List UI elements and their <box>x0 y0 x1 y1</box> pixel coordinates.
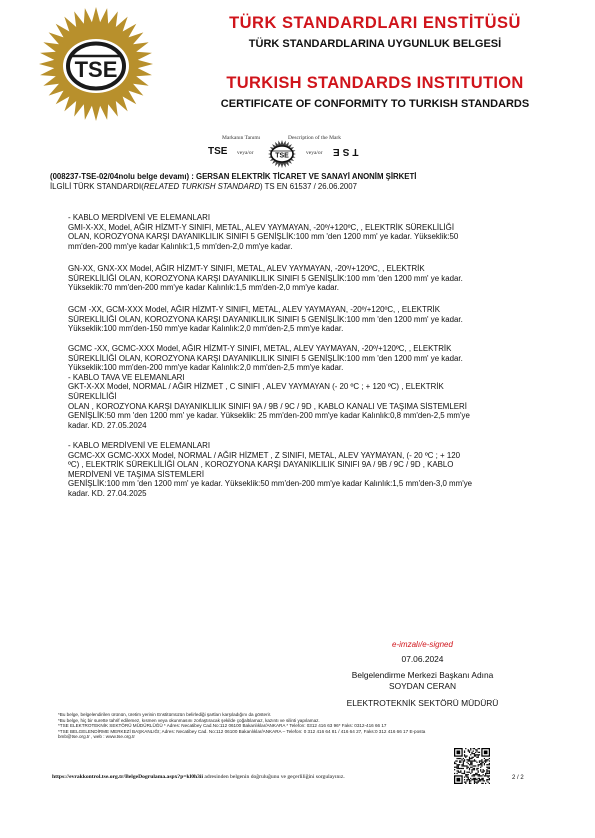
logo-text: TSE <box>74 57 118 82</box>
paragraph-line: GCMC -XX, GCMC-XXX Model, AĞIR HİZMT-Y SINIFI, METAL, ALEV YAYMAYAN, -20º/+120ºC, , ELEKTRİK <box>68 344 452 353</box>
paragraph-line: GMI-X-XX, Model, AĞIR HİZMT-Y SINIFI, METAL, ALEV YAYMAYAN, -20º/+120ºC, , ELEKTRİK SÜREKLİLİĞİ <box>68 222 455 232</box>
mark-tse-right: TSE <box>330 146 359 157</box>
svg-text:TSE: TSE <box>275 152 289 160</box>
page-number: 2 / 2 <box>512 775 524 781</box>
footer-notes <box>58 712 518 740</box>
paragraph-line: Yükseklik:70 mm'den-200 mm'ye kadar Kalınlık:1,5 mm'den-2,0 mm'ye kadar. <box>68 283 339 293</box>
paragraph-line: - KABLO MERDİVENİ VE ELEMANLARI <box>68 213 211 222</box>
paragraph-line: mm'den-200 mm'ye kadar Kalınlık:1,5 mm'den-2,0 mm'ye kadar. <box>68 241 293 251</box>
mark-label-en: Description of the Mark <box>288 135 341 141</box>
mark-tse-left: TSE <box>208 146 228 157</box>
footer-line: *Bu belge, hiç bir surette tahrif edilemez, kısmen veya okunmasını zorlaştıracak şekilde çoğaltılamaz, kazıntı ve silinti yapılamaz. <box>58 717 320 723</box>
verification-url[interactable]: https://evrakkontrol.tse.org.tr/BelgeDogrulama.aspx?p=kl0h3ii <box>52 774 204 780</box>
signature-date: 07.06.2024 <box>401 654 444 664</box>
paragraph-line: - KABLO TAVA VE ELEMANLARI <box>68 372 185 382</box>
signature-name: SOYDAN CERAN <box>388 681 456 691</box>
e-signed-label: e-imzalı/e-signed <box>392 640 453 649</box>
footer-line: *Bu belge, belgelendirilen ürünün, üretim yerinin Enstitümüzün belirlediği şartları karşıladığını da gösterir. <box>58 712 272 717</box>
paragraph-line: GENİŞLİK:50 mm 'den 1200 mm' ye kadar. Yükseklik: 25 mm'den-200 mm'ye kadar Kalınlık:0,8 mm'den-2,5 mm'ye <box>68 411 470 421</box>
paragraph-line: OLAN, KOROZYONA KARŞI DAYANIKLILIK SINIFI 5 GENİŞLİK:100 mm 'den 1200 mm' ye kadar. Yükseklik:50 <box>68 232 459 242</box>
signature-line1: Belgelendirme Merkezi Başkanı Adına <box>351 670 494 680</box>
paragraph-line: SÜREKLİLİĞİ OLAN, KOROZYONA KARŞI DAYANIKLILIK SINIFI 5 GENİŞLİK:100 mm 'den 1200 mm' ye kadar. <box>68 273 463 283</box>
mark-or-right: veya/or <box>306 150 323 156</box>
paragraph-line: GCM -XX, GCM-XXX Model, AĞIR HİZMT-Y SINIFI, METAL, ALEV YAYMAYAN, -20º/+120ºC, , ELEKTRİK <box>68 305 440 314</box>
product-paragraph <box>68 344 538 430</box>
tse-logo-icon <box>38 6 154 122</box>
verification-line: https://evrakkontrol.tse.org.tr/BelgeDogrulama.aspx?p=kl0h3ii adresinden belgenin doğruluğunu ve geçerliliğini sorgulayınız. <box>52 774 345 780</box>
footer-line: *TSE BELGELENDİRME MERKEZİ BAŞKANLIĞI; Adres: Necatibey Cad. No:112 06100 Bakanlıklar/ANKARA – Telefon: 0 312 416 64 81 / 416 64 27, Faks:0 312 416 66 17 E-posta <box>58 728 426 734</box>
qr-code-icon <box>454 748 490 784</box>
signature-title: ELEKTROTEKNİK SEKTÖRÜ MÜDÜRÜ <box>346 698 499 708</box>
paragraph-line: OLAN , KOROZYONA KARŞI DAYANIKLILIK SINIFI 9A / 9B / 9C / 9D , KABLO KANALI VE TAŞIMA SİSTEMLERİ <box>68 401 467 411</box>
title-en: TURKISH STANDARDS INSTITUTION <box>226 74 524 92</box>
product-paragraph <box>68 441 538 499</box>
subtitle-tr: TÜRK STANDARDLARINA UYGUNLUK BELGESİ <box>248 38 502 50</box>
product-paragraph <box>68 264 538 293</box>
mark-label-tr: Markanın Tanımı <box>222 135 261 141</box>
paragraph-line: SÜREKLİLİĞİ OLAN, KOROZYONA KARŞI DAYANIKLILIK SINIFI 5 GENİŞLİK:100 mm 'den 1200 mm' ye kadar. <box>68 353 463 363</box>
paragraph-line: SÜREKLİLİĞİ OLAN, KOROZYONA KARŞI DAYANIKLILIK SINIFI 5 GENİŞLİK:100 mm 'den 1200 mm' ye kadar. <box>68 314 463 324</box>
paragraph-line: kadar. KD. 27.04.2025 <box>68 488 147 498</box>
related-standard: İLGİLİ TÜRK STANDARDI(RELATED TURKISH STANDARD) TS EN 61537 / 26.06.2007 <box>50 182 357 191</box>
paragraph-line: GCMC-XX GCMC-XXX Model, NORMAL / AĞIR HİZMET , Z SINIFI, METAL, ALEV YAYMAYAN, (- 20 ºC ; + 120 <box>68 450 461 460</box>
mark-or-left: veya/or <box>237 150 254 156</box>
product-paragraph <box>68 305 538 334</box>
paragraph-line: GKT-X-XX Model, NORMAL / AĞIR HİZMET , C SINIFI , ALEV YAYMAYAN (- 20 ºC ; + 120 ºC) , ELEKTRİK <box>68 382 444 392</box>
certificate-reference: (008237-TSE-02/04nolu belge devamı) : GERSAN ELEKTRİK TİCARET VE SANAYİ ANONİM ŞİRKETİ <box>50 172 417 181</box>
paragraph-line: - KABLO MERDİVENİ VE ELEMANLARI <box>68 441 211 450</box>
title-tr: TÜRK STANDARDLARI ENSTİTÜSÜ <box>229 14 521 32</box>
paragraph-line: SÜREKLİLİĞİ <box>68 391 117 401</box>
paragraph-line: kadar. KD. 27.05.2024 <box>68 420 147 430</box>
paragraph-line: GENİŞLİK:100 mm 'den 1200 mm' ye kadar. Yükseklik:50 mm'den-200 mm'ye kadar Kalınlık:1,5 mm'den-3,0 mm'ye <box>68 479 473 489</box>
product-paragraph <box>68 213 538 251</box>
paragraph-line: MERDİVENİ VE TAŞIMA SİSTEMLERİ <box>68 469 205 479</box>
footer-line: bmb@tse.org.tr , web : www.tse.org.tr <box>58 734 135 740</box>
tse-mark-icon <box>262 140 302 168</box>
paragraph-line: Yükseklik:100 mm'den-200 mm'ye kadar Kalınlık:2,0 mm'den-2,5 mm'ye kadar. <box>68 363 344 373</box>
paragraph-line: ºC) , ELEKTRİK SÜREKLİLİĞİ OLAN , KOROZYONA KARŞI DAYANIKLILIK SINIFI 9A / 9B / 9C / 9D , KABLO <box>68 460 454 470</box>
paragraph-line: Yükseklik:100 mm'den-150 mm'ye kadar Kalınlık:2,0 mm'den-2,5 mm'ye kadar. <box>68 324 344 334</box>
paragraph-line: GN-XX, GNX-XX Model, AĞIR HİZMT-Y SINIFI, METAL, ALEV YAYMAYAN, -20º/+120ºC, , ELEKTRİK <box>68 264 425 273</box>
footer-line: *TSE ELEKTROTEKNİK SEKTÖRÜ MÜDÜRLÜĞÜ * Adres: Necatibey Cad.No:112 06100 Bakanlıklar/ANKARA * Telefon: 0312 416 63 96* Faks: 0312-416 66 17 <box>58 723 387 729</box>
subtitle-en: CERTIFICATE OF CONFORMITY TO TURKISH STANDARDS <box>220 98 530 110</box>
